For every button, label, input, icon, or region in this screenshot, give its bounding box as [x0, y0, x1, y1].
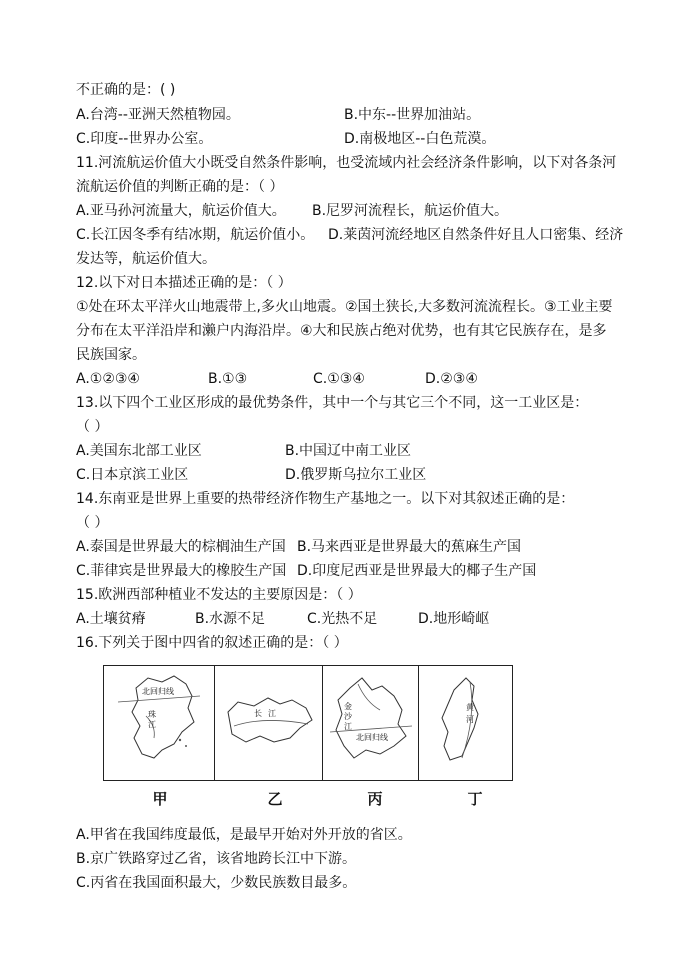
q11-option-c: C.长江因冬季有结冰期，航运价值小。 [76, 227, 315, 243]
q13-stem-line1: 13.以下四个工业区形成的最优势条件，其中一个与其它三个不同，这一工业区是： [76, 395, 589, 411]
q12-option-c: C.①③④ [313, 371, 365, 387]
q12-stem: 12.以下对日本描述正确的是：（ ） [76, 275, 292, 291]
panel-label-yi: 乙 [267, 790, 283, 808]
q14-stem-line1: 14.东南亚是世界上重要的热带经济作物生产基地之一。以下对其叙述正确的是： [76, 491, 575, 507]
q13-option-c: C.日本京滨工业区 [76, 467, 189, 483]
q12-statement-line1: ①处在环太平洋火山地震带上,多火山地震。②国土狭长,大多数河流流程长。③工业主要 [76, 299, 613, 315]
q11-stem-line1: 11.河流航运价值大小既受自然条件影响，也受流域内社会经济条件影响，以下对各条河 [76, 155, 617, 171]
panel-label-ding: 丁 [467, 790, 483, 808]
province-map-figure [103, 665, 513, 781]
q12-option-a: A.①②③④ [76, 371, 140, 387]
ding-river-label: 黄河 [466, 703, 474, 724]
q16-option-b: B.京广铁路穿过乙省，该省地跨长江中下游。 [76, 851, 357, 867]
q12-statement-line2: 分布在太平洋沿岸和濑户内海沿岸。④大和民族占绝对优势，也有其它民族存在，是多 [76, 323, 607, 339]
q15-option-b: B.水源不足 [195, 611, 266, 627]
q13-option-d: D.俄罗斯乌拉尔工业区 [285, 467, 427, 483]
q11-stem-line2: 流航运价值的判断正确的是：（ ） [76, 179, 284, 195]
q11-option-a: A.亚马孙河流量大，航运价值大。 [76, 203, 286, 219]
q10-option-c: C.印度--世界办公室。 [76, 131, 213, 147]
bing-tropic-label: 北回归线 [356, 733, 388, 742]
q12-option-b: B.①③ [208, 371, 248, 387]
q10-option-a: A.台湾--亚洲天然植物园。 [76, 107, 240, 123]
q11-option-b: B.尼罗河流程长，航运价值大。 [312, 203, 509, 219]
panel-label-jia: 甲 [152, 790, 168, 808]
q10-option-b: B.中东--世界加油站。 [344, 107, 481, 123]
q15-option-a: A.土壤贫瘠 [76, 611, 146, 627]
bing-river-label: 金沙江 [344, 702, 352, 731]
q14-stem-line2: （ ） [76, 515, 109, 531]
q11-option-d-line1: D.莱茵河流经地区自然条件好且人口密集、经济 [328, 227, 624, 243]
yi-river-line [234, 720, 308, 726]
q16-option-c: C.丙省在我国面积最大，少数民族数目最多。 [76, 875, 357, 891]
q13-stem-line2: （ ） [76, 419, 109, 435]
q13-option-a: A.美国东北部工业区 [76, 443, 202, 459]
q15-stem: 15.欧洲西部种植业不发达的主要原因是：（ ） [76, 587, 362, 603]
q14-option-a: A.泰国是世界最大的棕榈油生产国 [76, 539, 286, 555]
province-outlines [104, 666, 514, 782]
q13-option-b: B.中国辽中南工业区 [285, 443, 412, 459]
jia-tropic-label: 北回归线 [142, 687, 174, 696]
q11-option-d-line2: 发达等，航运价值大。 [76, 251, 216, 267]
q16-option-a: A.甲省在我国纬度最低，是最早开始对外开放的省区。 [76, 827, 412, 843]
q14-option-b: B.马来西亚是世界最大的蕉麻生产国 [297, 539, 522, 555]
q15-option-d: D.地形崎岖 [418, 611, 490, 627]
jia-river-label: 珠江 [148, 710, 156, 729]
q12-statement-line3: 民族国家。 [76, 347, 146, 363]
q15-option-c: C.光热不足 [307, 611, 378, 627]
q12-option-d: D.②③④ [425, 371, 478, 387]
yi-river-label: 长江 [254, 709, 282, 718]
q10-option-d: D.南极地区--白色荒漠。 [344, 131, 496, 147]
panel-label-bing: 丙 [367, 790, 383, 808]
q10-stem: 不正确的是：( ) [76, 82, 176, 98]
q14-option-d: D.印度尼西亚是世界最大的椰子生产国 [297, 563, 537, 579]
yi-province-outline [228, 698, 312, 742]
q14-option-c: C.菲律宾是世界最大的橡胶生产国 [76, 563, 287, 579]
q16-stem: 16.下列关于图中四省的叙述正确的是：（ ） [76, 635, 348, 651]
